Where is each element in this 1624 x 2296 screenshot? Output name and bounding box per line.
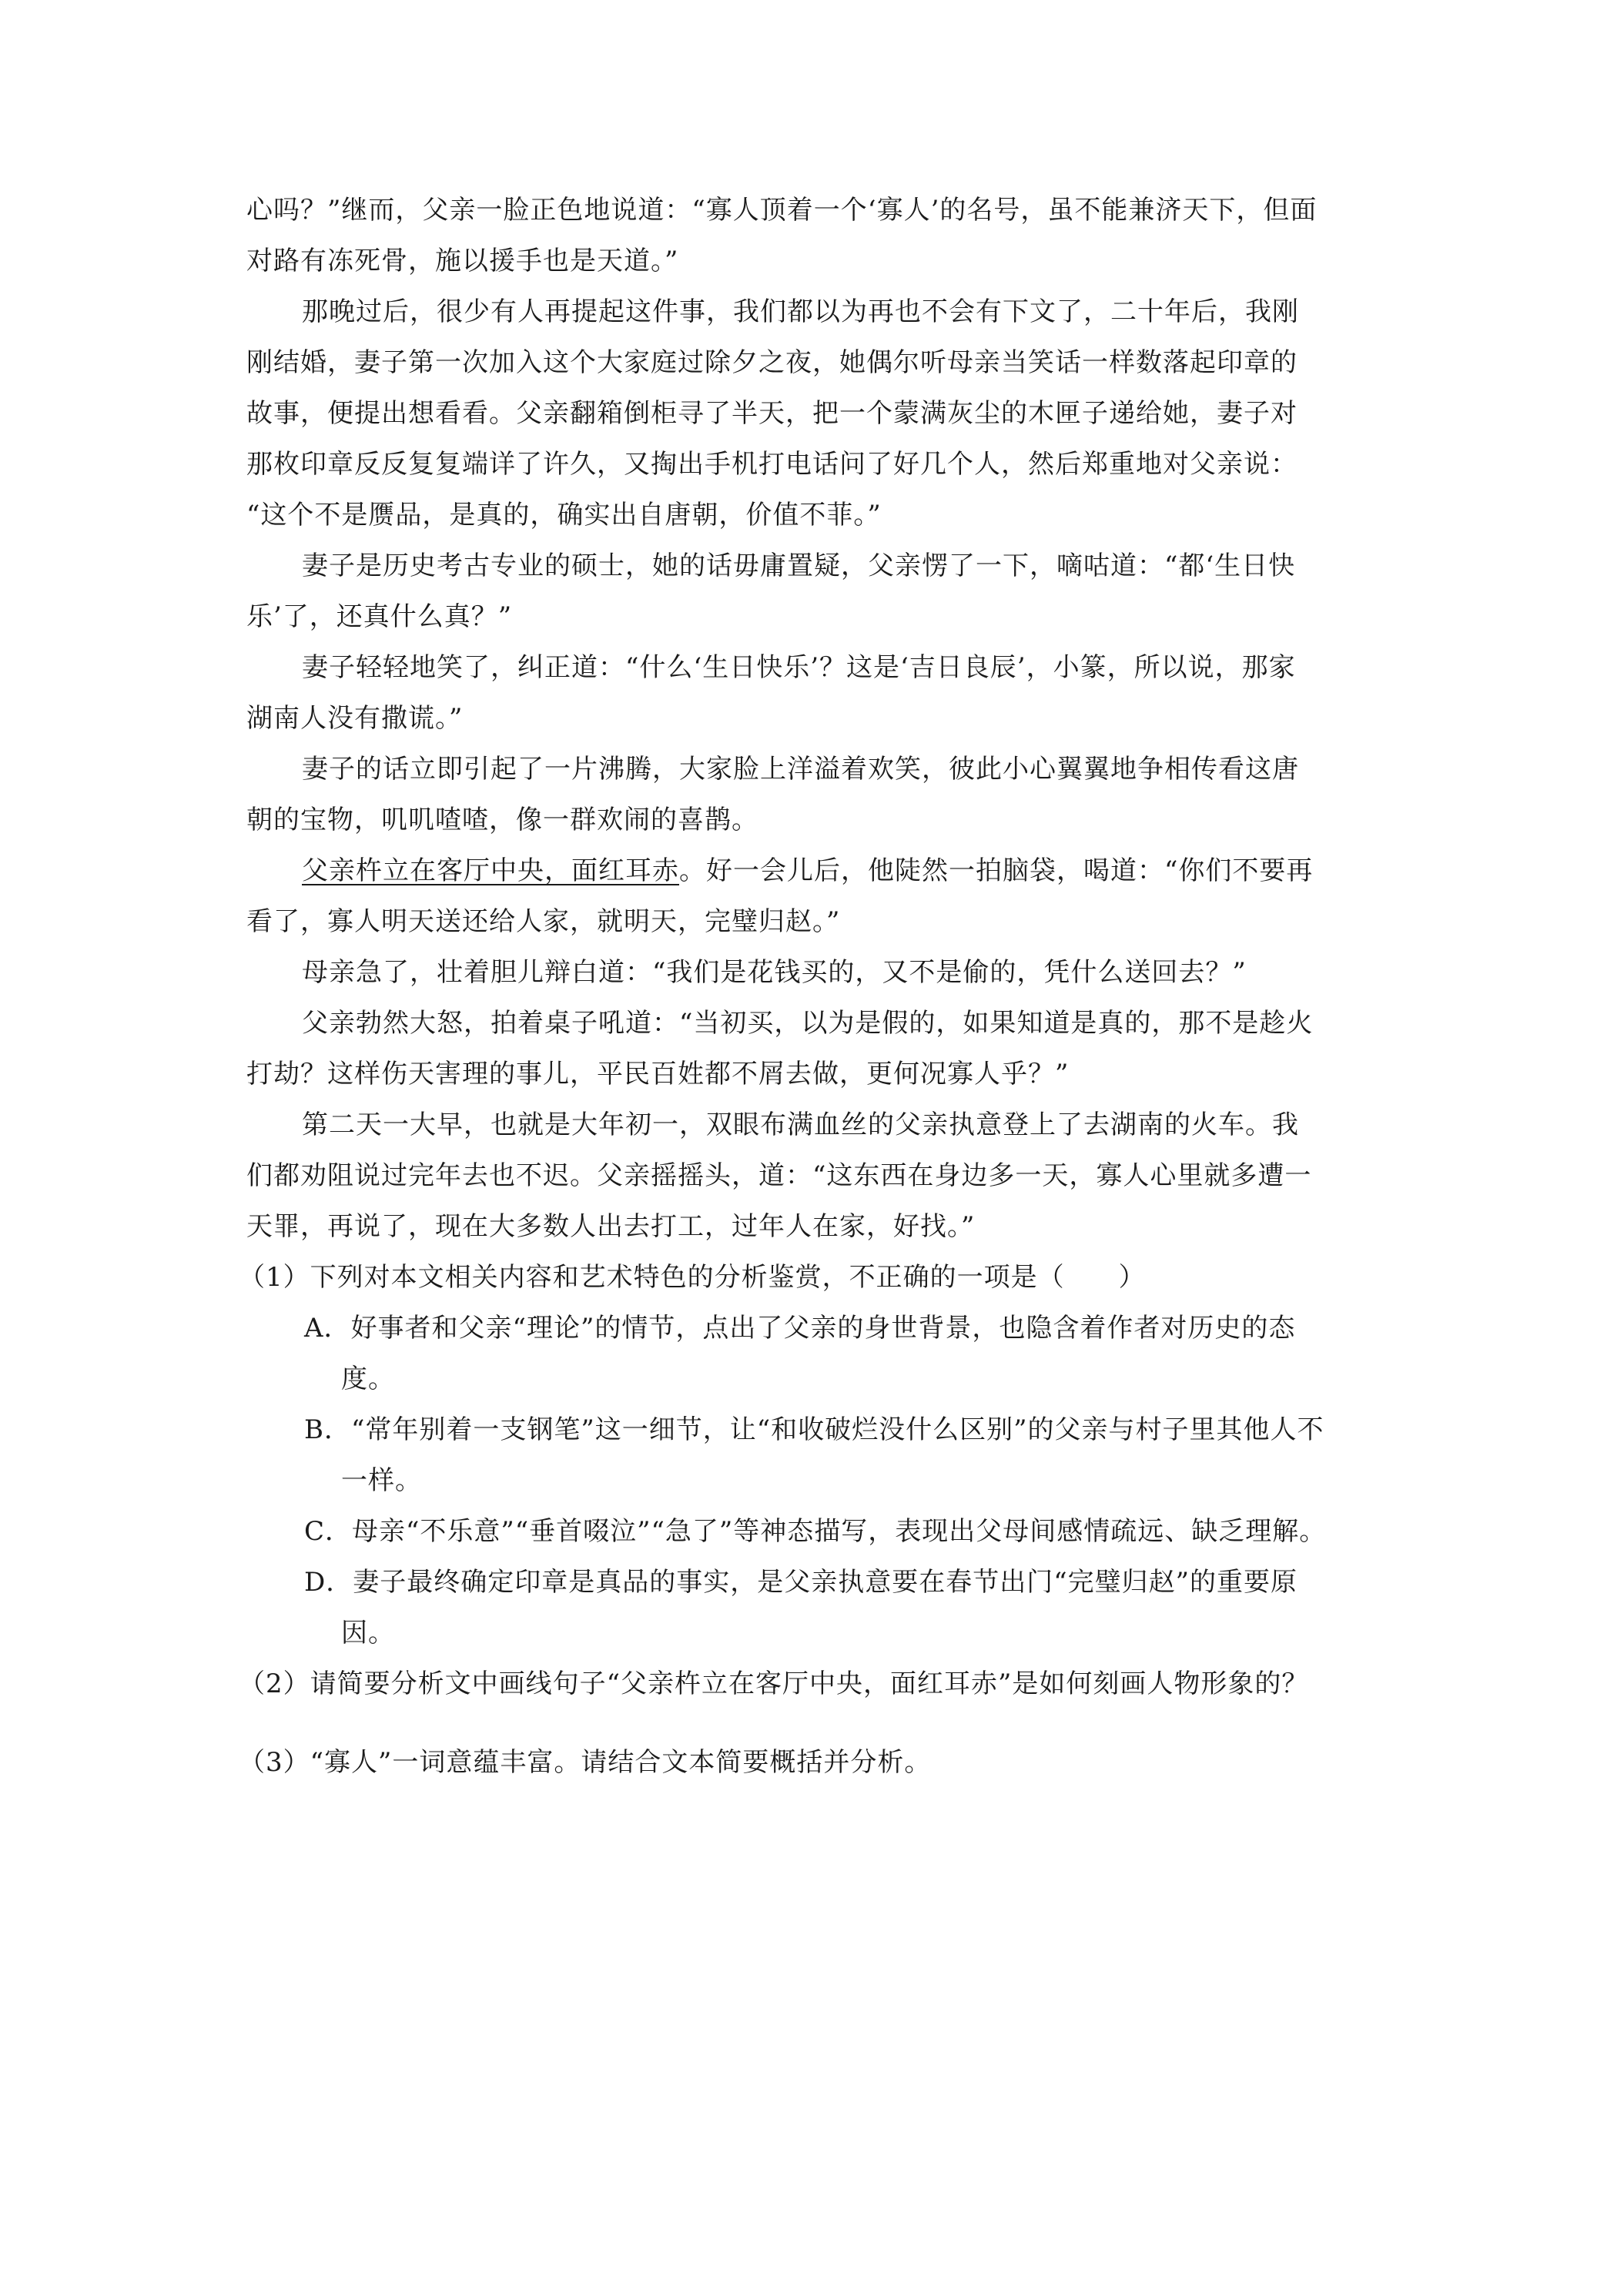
text-line: [246, 845, 1378, 896]
question-2: [239, 1658, 1378, 1709]
option-label: C．: [304, 1516, 353, 1547]
option-line: [246, 1506, 1378, 1557]
option-line: 一样。: [341, 1465, 422, 1496]
text-line: 父亲勃然大怒，拍着桌子吼道：“当初买，以为是假的，如果知道是真的，那不是趁火: [302, 1008, 1314, 1039]
story-paragraph-7: [246, 947, 1378, 998]
option-label: D．: [304, 1567, 353, 1598]
option-label: B．: [304, 1414, 351, 1445]
question-stem: （3）“寡人”一词意蕴丰富。请结合文本简要概括并分析。: [239, 1747, 932, 1778]
text-line: “这个不是赝品，是真的，确实出自唐朝，价值不菲。”: [246, 500, 882, 530]
story-paragraph-2: [246, 286, 1378, 541]
text-line: 们都劝阻说过完年去也不迟。父亲摇摇头，道：“这东西在身边多一天，寡人心里就多遭一: [246, 1160, 1312, 1191]
text-line: 妻子的话立即引起了一片沸腾，大家脸上洋溢着欢笑，彼此小心翼翼地争相传看这唐: [302, 754, 1299, 785]
option-line: [246, 1557, 1378, 1608]
option-text: 母亲“不乐意”“垂首啜泣”“急了”等神态描写，表现出父母间感情疏远、缺乏理解。: [352, 1516, 1327, 1547]
question-1: [239, 1252, 1378, 1658]
exam-page: [239, 185, 1378, 1788]
text-line: 那晚过后，很少有人再提起这件事，我们都以为再也不会有下文了，二十年后，我刚: [302, 296, 1299, 327]
text-line: 天罪，再说了，现在大多数人出去打工，过年人在家，好找。”: [246, 1211, 976, 1242]
text-line: 朝的宝物，叽叽喳喳，像一群欢闹的喜鹊。: [246, 805, 758, 835]
text-line: 第二天一大早，也就是大年初一，双眼布满血丝的父亲执意登上了去湖南的火车。我: [302, 1110, 1299, 1140]
option-d: [246, 1557, 1378, 1658]
story-paragraph-9: [246, 1099, 1378, 1252]
question-3: [239, 1737, 1378, 1788]
option-line: 因。: [341, 1618, 395, 1648]
option-text: “常年别着一支钢笔”这一细节，让“和收破烂没什么区别”的父亲与村子里其他人不: [351, 1414, 1324, 1445]
text-line: 妻子轻轻地笑了，纠正道：“什么‘生日快乐’？这是‘吉日良辰’，小篆，所以说，那家: [302, 652, 1296, 683]
underlined-sentence: 父亲杵立在客厅中央，面红耳赤: [302, 855, 679, 886]
story-paragraph-6: [246, 845, 1378, 947]
option-b: [246, 1404, 1378, 1506]
text-span: 。好一会儿后，他陡然一拍脑袋，喝道：“你们不要再: [679, 855, 1314, 886]
text-line: 看了，寡人明天送还给人家，就明天，完璧归赵。”: [246, 906, 841, 937]
story-paragraph-8: [246, 998, 1378, 1099]
text-line: 湖南人没有撒谎。”: [246, 703, 464, 734]
option-text: 好事者和父亲“理论”的情节，点出了父亲的身世背景，也隐含着作者对历史的态: [350, 1313, 1296, 1344]
text-line: 妻子是历史考古专业的硕士，她的话毋庸置疑，父亲愣了一下，嘀咕道：“都‘生日快: [302, 551, 1296, 581]
text-line: 打劫？这样伤天害理的事儿，平民百姓都不屑去做，更何况寡人乎？”: [246, 1059, 1070, 1089]
story-paragraph-3: [246, 541, 1378, 642]
text-line: 故事，便提出想看看。父亲翻箱倒柜寻了半天，把一个蒙满灰尘的木匣子递给她，妻子对: [246, 398, 1298, 429]
text-line: 对路有冻死骨，施以援手也是天道。”: [246, 246, 679, 276]
text-line: 心吗？”继而，父亲一脸正色地说道：“寡人顶着一个‘寡人’的名号，虽不能兼济天下，但面: [246, 195, 1318, 226]
text-line: 乐’了，还真什么真？”: [246, 601, 513, 632]
text-line: 母亲急了，壮着胆儿辩白道：“我们是花钱买的，又不是偷的，凭什么送回去？”: [302, 957, 1247, 988]
story-paragraph-4: [246, 642, 1378, 744]
option-line: [246, 1303, 1378, 1354]
text-line: 那枚印章反反复复端详了许久，又掏出手机打电话问了好几个人，然后郑重地对父亲说：: [246, 449, 1298, 480]
option-c: [246, 1506, 1378, 1557]
question-stem: （2）请简要分析文中画线句子“父亲杵立在客厅中央，面红耳赤”是如何刻画人物形象的？: [239, 1668, 1309, 1699]
option-label: A．: [304, 1313, 351, 1344]
option-text: 妻子最终确定印章是真品的事实，是父亲执意要在春节出门“完璧归赵”的重要原: [353, 1567, 1298, 1598]
question-stem: （1）下列对本文相关内容和艺术特色的分析鉴赏，不正确的一项是（ ）: [239, 1262, 1146, 1293]
option-line: [246, 1404, 1378, 1455]
answer-space: [246, 1709, 1378, 1737]
text-line: 刚结婚，妻子第一次加入这个大家庭过除夕之夜，她偶尔听母亲当笑话一样数落起印章的: [246, 347, 1298, 378]
story-paragraph-5: [246, 744, 1378, 845]
option-line: 度。: [341, 1364, 395, 1394]
story-paragraph-1: [246, 185, 1378, 286]
option-a: [246, 1303, 1378, 1404]
